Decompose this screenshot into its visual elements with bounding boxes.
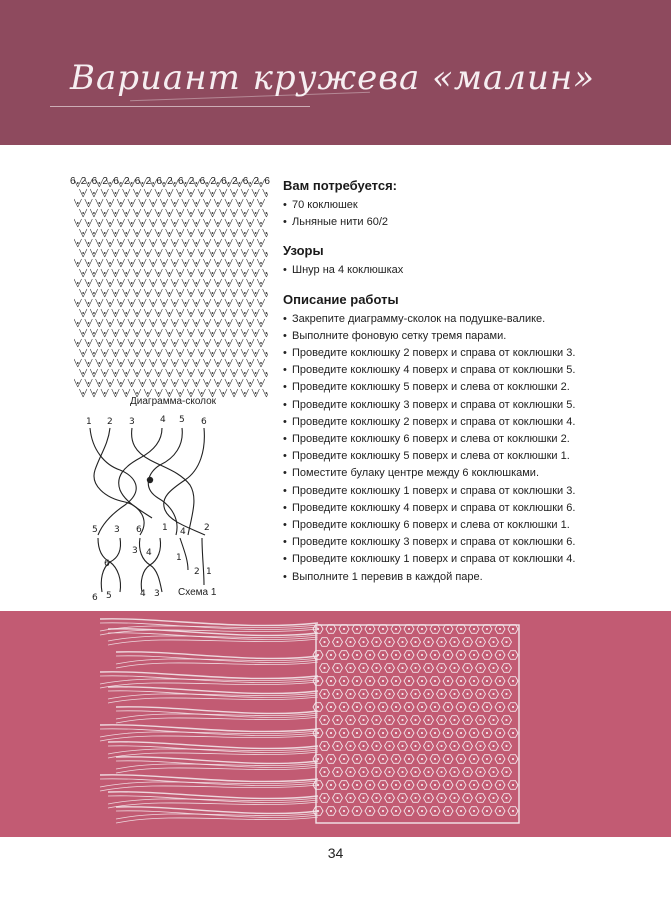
pin-dot [147,477,153,483]
svg-text:3: 3 [129,417,135,427]
pricking-number: 2 [145,176,152,187]
patterns-list [283,262,583,279]
pricking-number: 2 [102,176,108,187]
svg-text:1: 1 [86,417,92,427]
patterns-title: Узоры [283,243,324,259]
pricking-diagram [74,178,268,398]
svg-text:6: 6 [104,559,110,569]
instructions-column [283,178,583,598]
pricking-number: 2 [210,176,216,187]
pricking-number: 6 [221,176,227,187]
requirements-list [283,197,583,231]
list-item: • Выполните фоновую сетку тремя парами. [283,328,583,345]
list-item: • Проведите коклюшку 4 поверх и справа от коклюшки 6. [283,500,583,517]
svg-text:5: 5 [92,525,98,535]
pricking-number: 6 [70,176,76,187]
header-band [0,0,671,145]
pricking-number: 6 [156,176,162,187]
pricking-caption: Диаграмма-сколок [130,396,217,407]
list-item: • Проведите коклюшку 1 поверх и справа от коклюшки 3. [283,483,583,500]
svg-text:3: 3 [132,546,138,556]
svg-text:1: 1 [162,523,168,533]
svg-text:2: 2 [194,567,200,577]
list-item: • Проведите коклюшку 2 поверх и справа от коклюшки 4. [283,414,583,431]
list-item: • Проведите коклюшку 5 поверх и слева от коклюшки 1. [283,448,583,465]
pricking-number: 2 [231,176,238,187]
list-item: • Льняные нити 60/2 [283,214,583,231]
svg-text:6: 6 [201,417,207,427]
list-item: • Проведите коклюшку 6 поверх и слева от коклюшки 2. [283,431,583,448]
requirements-title: Вам потребуется: [283,178,397,193]
list-item: • Проведите коклюшку 3 поверх и справа от коклюшки 5. [283,397,583,414]
lace-photo [0,611,671,837]
pricking-number: 6 [199,176,206,187]
list-item: • 70 коклюшек [283,197,583,214]
page-title: Вариант кружева «малин» [70,58,596,98]
list-item: • Шнур на 4 коклюшках [283,262,583,279]
pricking-number: 2 [253,176,260,187]
pricking-number: 6 [177,176,184,187]
list-item: • Поместите булаку центре между 6 коклюшками. [283,465,583,482]
scheme-caption: Схема 1 [178,587,217,598]
description-title: Описание работы [283,291,399,307]
svg-text:4: 4 [180,527,186,537]
list-item: • Проведите коклюшку 5 поверх и слева от коклюшки 2. [283,379,583,396]
list-item: • Проведите коклюшку 2 поверх и справа от коклюшки 3. [283,345,583,362]
list-item: • Проведите коклюшку 3 поверх и справа от коклюшки 6. [283,534,583,551]
braiding-scheme [80,410,220,605]
list-item: • Выполните 1 перевив в каждой паре. [283,569,583,586]
svg-text:5: 5 [179,415,185,425]
svg-text:6: 6 [136,525,142,535]
pricking-number: 2 [80,176,87,187]
svg-text:1: 1 [176,553,182,563]
list-item: • Проведите коклюшку 4 поверх и справа от коклюшки 5. [283,362,583,379]
description-list [283,311,583,586]
svg-text:1: 1 [206,567,212,577]
svg-text:6: 6 [92,593,98,603]
pricking-number: 6 [134,176,141,187]
pricking-number: 2 [123,176,130,187]
svg-text:4: 4 [140,589,146,599]
svg-text:3: 3 [154,589,160,599]
pricking-number: 6 [264,176,270,187]
list-item: • Проведите коклюшку 6 поверх и слева от коклюшки 1. [283,517,583,534]
pricking-number: 6 [242,176,249,187]
pricking-number: 6 [91,176,98,187]
svg-text:3: 3 [114,525,120,535]
list-item: • Проведите коклюшку 1 поверх и справа от коклюшки 4. [283,551,583,568]
lace-photo-band [0,611,671,837]
svg-text:4: 4 [160,415,166,425]
pricking-number: 2 [188,176,195,187]
svg-text:2: 2 [107,417,113,427]
pricking-number: 6 [113,176,119,187]
pricking-number: 2 [167,176,173,187]
title-flourish [50,106,310,107]
svg-text:2: 2 [204,523,210,533]
list-item: • Закрепите диаграмму-сколок на подушке-валике. [283,311,583,328]
page-number: 34 [327,845,344,861]
svg-text:5: 5 [106,591,112,601]
svg-text:4: 4 [146,548,152,558]
